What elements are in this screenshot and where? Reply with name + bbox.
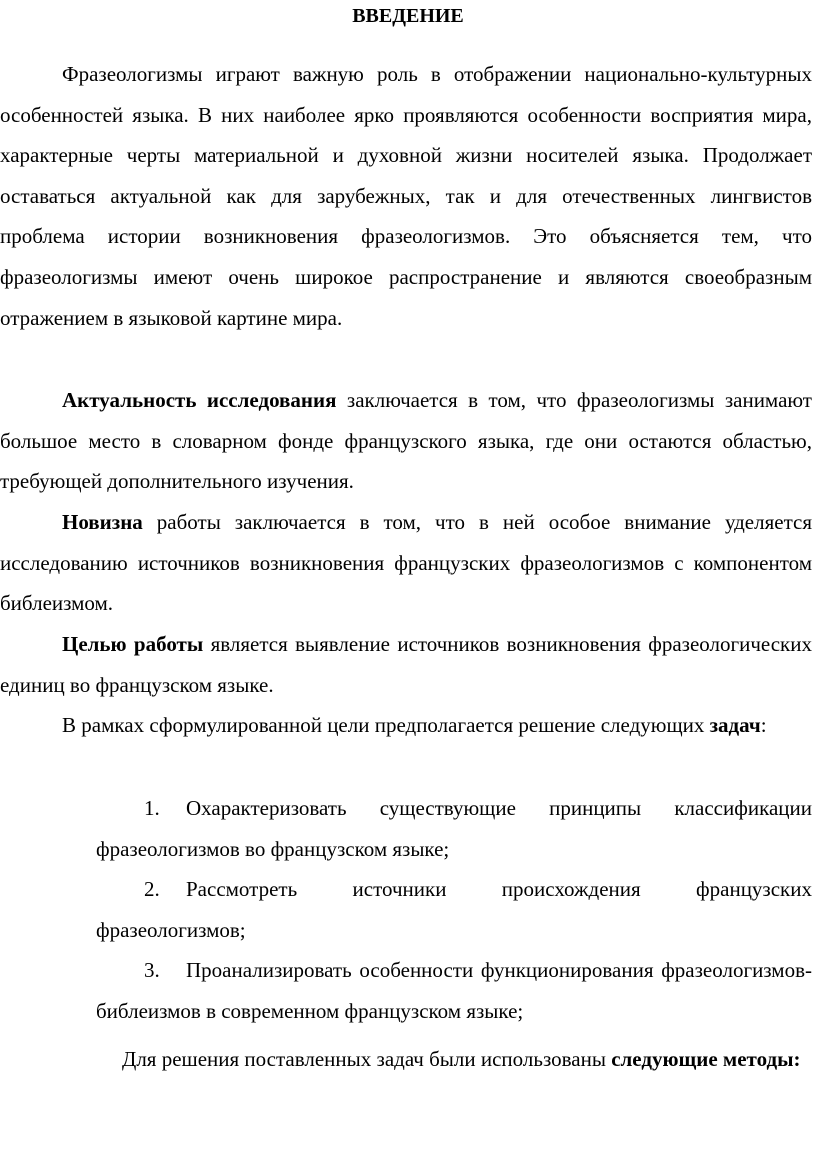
tasks-intro-text: В рамках сформулированной цели предполагается решение следующих	[62, 713, 710, 737]
goal-text: является выявление источников возникновения фразеологических единиц во французском языке.	[0, 632, 812, 697]
novelty-text: работы заключается в том, что в ней особое внимание уделяется исследованию источников возникновения французских фразеологизмов с компонентом библеизмом.	[0, 510, 812, 616]
relevance-text: заключается в том, что фразеологизмы занимают большое место в словарном фонде французского языка, где они остаются областью, требующей дополнительного изучения.	[0, 388, 812, 494]
list-item-number: 1.	[144, 796, 160, 820]
tasks-suffix: :	[760, 713, 767, 737]
list-item-text: Охарактеризовать существующие принципы классификации фразеологизмов во французском языке;	[96, 796, 812, 861]
relevance-label: Актуальность исследования	[62, 388, 337, 412]
list-item-text: Рассмотреть источники происхождения французских фразеологизмов;	[96, 877, 812, 942]
methods-text: Для решения поставленных задач были использованы	[122, 1047, 612, 1071]
methods-label: следующие методы:	[611, 1047, 801, 1071]
list-item	[96, 950, 812, 1032]
intro-paragraph: Фразеологизмы играют важную роль в отображении национально-культурных особенностей языка. В них наиболее ярко проявляются особенности восприятия мира, характерные черты материальной и духовной жизни носителей языка. Продолжает оставаться актуальной как для зарубежных, так и для отечественных лингвистов проблема истории возникновения фразеологизмов. Это объясняется тем, что фразеологизмы имеют очень широкое распространение и являются своеобразным отражением в языковой картине мира.	[0, 62, 812, 330]
list-item-text: Проанализировать особенности функционирования фразеологизмов-библеизмов в современном французском языке;	[96, 958, 812, 1023]
novelty-label: Новизна	[62, 510, 143, 534]
list-item	[96, 869, 812, 951]
goal-label: Целью работы	[62, 632, 204, 656]
list-item-number: 3.	[144, 958, 160, 982]
novelty-paragraph	[0, 502, 812, 624]
page-title: ВВЕДЕНИЕ	[352, 5, 464, 27]
goal-paragraph	[0, 624, 812, 705]
tasks-label: задач	[709, 713, 761, 737]
list-item	[96, 788, 812, 870]
list-item-number: 2.	[144, 877, 160, 901]
methods-paragraph	[60, 1038, 812, 1081]
tasks-intro-paragraph	[0, 705, 812, 746]
relevance-paragraph	[0, 380, 812, 502]
